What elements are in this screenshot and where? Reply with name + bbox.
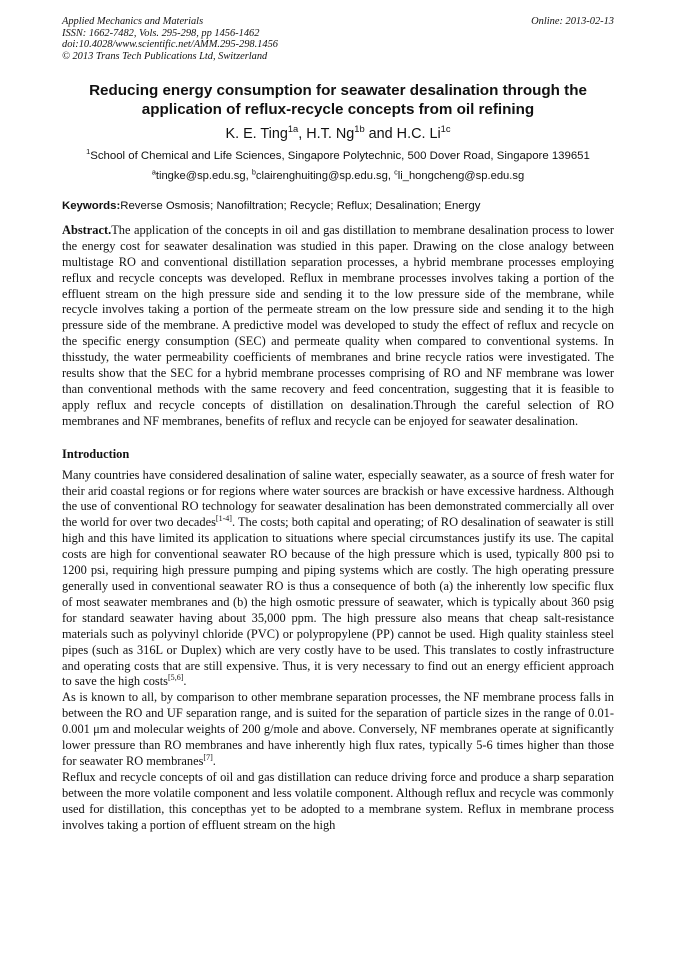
keywords-label: Keywords: xyxy=(62,199,121,212)
keywords-text: Reverse Osmosis; Nanofiltration; Recycle; Reflux; Desalination; Energy xyxy=(120,199,481,212)
journal-header xyxy=(62,16,614,62)
keywords xyxy=(62,200,614,212)
author-name: K. E. Ting xyxy=(225,126,288,143)
author-list: K. E. Ting$^{1a}$, H.T. $Ng^{1b}$ and H.C. $Li^{1c}$ xyxy=(225,124,451,143)
citation-ref[interactable]: [7] xyxy=(203,752,213,762)
email-link[interactable]: tingke@sp.edu.sg xyxy=(155,169,246,182)
abstract xyxy=(62,223,614,430)
intro-paragraph-3: Reflux and recycle concepts of oil and gas distillation can reduce driving force and produce a sharp separation between the more volatile component and less volatile component. Although reflux and recycle was commonly used for distillation, this concepthas yet to be adopted to a membrane system. Reflux in membrane process involves taking a portion of effluent stream on the high xyxy=(62,769,614,832)
intro-paragraph-1: Many countries have considered desalination of saline water, especially seawater, as a source of fresh water for their arid coastal regions or for regions where water sources are brackish or have excessive hardness. Although the use of conventional RO technology for seawater desalination has been demonstrated commercially all over the world for over two decades[1-4]. The costs; both capital and operating; of RO desalination of seawater is still high and this have limited its application to situations where special circumstances justify its use. The capital costs are high for conventional seawater RO because of the high pressure which is used, typically 800 psi to 1200 psi, requiring high pressure pumping and piping systems which are costly. The high operating pressure generally used in conventional seawater RO is thus a consequence of both (a) the inherently low specific flux of most seawater membranes and (b) the high osmotic pressure of seawater, which is typically about 360 psig for standard seawater having about 35,000 ppm. The high pressure also means that cheap salt-resistance materials such as polyvinyl chloride (PVC) or polypropylene (PP) cannot be used. High quality stainless steel pipes (such as 316L or Duplex) which are very costly have to be used. This translates to costly infrastructure and operating costs that are still expensive. Thus, it is very necessary to find out an energy efficient approach to save the high costs[5,6]. xyxy=(62,467,614,689)
paper-page xyxy=(62,16,614,834)
paper-title: Reducing energy consumption for seawater desalination through the application of reflux-recycle concepts from oil refining xyxy=(89,82,587,119)
email-link[interactable]: li_hongcheng@sp.edu.sg xyxy=(397,169,525,182)
copyright-line: © 2013 Trans Tech Publications Ltd, Switzerland xyxy=(62,50,268,62)
intro-paragraph-2: As is known to all, by comparison to other membrane separation processes, the NF membrane process falls in between the RO and UF separation range, and is suited for the separation of particle sizes in the range of 0.01-0.001 μm and molecular weights of 200 g/mole and above. Conversely, NF membranes operate at significantly lower pressure than RO membranes and have inherently high flux rates, typically 5-6 times higher than those for seawater RO membranes[7]. xyxy=(62,690,614,768)
author-affil-sup: 1b xyxy=(354,124,365,135)
journal-name: Applied Mechanics and Materials xyxy=(62,16,204,27)
abstract-text: The application of the concepts in oil and gas distillation to membrane desalination process to lower the energy cost for seawater desalination was studied in this paper. Drawing on the close analogy between multistage RO and conventional distillation separation processes, a hybrid membrane processes employing reflux and recycle concepts was developed. Reflux in membrane processes involves taking a portion of the effluent stream on the high pressure side and sending it to the low pressure side of the membrane, while recycle involves taking a portion of the permeate stream on the low pressure side and sending it to the high pressure side of the membrane. A predictive model was developed to study the effect of reflux and recycle on the specific energy consumption (SEC) and permeate quality when compared to conventional systems. In thisstudy, the water permeability coefficients of membranes and brine recycle ratios were investigated. The results show that the SEC for a hybrid membrane processes comprising of RO and NF membrane was lower than conventional methods with the same recovery and feed concentration, suggesting that it is feasible to apply reflux and recycle concepts of distillation on desalination.Through the careful selection of RO membranes and NF membranes, benefits of reflux and recycle can be enjoyed for seawater desalination. xyxy=(62,222,614,428)
author-name: H.C. Li xyxy=(396,126,441,143)
doi-line: doi:10.4028/www.scientific.net/AMM.295-298.1456 xyxy=(62,39,278,51)
citation-ref[interactable]: [5,6] xyxy=(168,673,184,683)
author-affil-sup: 1c xyxy=(440,124,451,135)
author-affil-sup: 1a xyxy=(287,124,299,135)
citation-ref[interactable]: [1-4] xyxy=(215,514,232,524)
email-link[interactable]: clairenghuiting@sp.edu.sg xyxy=(255,169,388,182)
section-heading-introduction: Introduction xyxy=(62,446,130,461)
abstract-label: Abstract. xyxy=(62,222,112,237)
online-date: Online: 2013-02-13 xyxy=(531,16,614,27)
author-name: H.T. Ng xyxy=(306,126,355,143)
affiliation: $^1$School of Chemical and Life Sciences, Singapore Polytechnic, 500 Dover Road, Singapore 139651 xyxy=(86,147,590,163)
issn-line: ISSN: 1662-7482, Vols. 295-298, pp 1456-1462 xyxy=(62,27,260,39)
email-list: $^a$tingke@sp.edu.sg, $^b$clairenghuiting@sp.edu.sg, $^c$li_hongcheng@sp.edu.sg xyxy=(151,167,525,182)
